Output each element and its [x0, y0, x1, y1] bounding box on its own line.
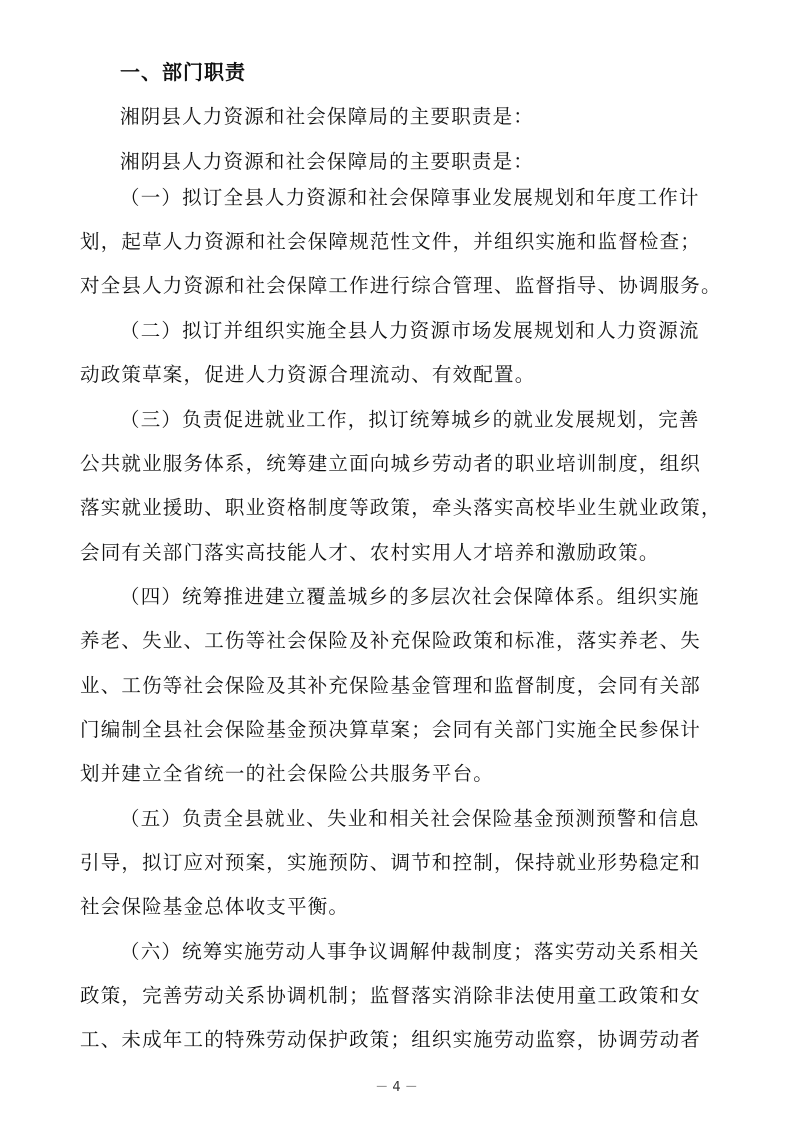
paragraph-line: （六）统筹实施劳动人事争议调解仲裁制度；落实劳动关系相关 [120, 940, 700, 963]
paragraph-line: （三）负责促进就业工作，拟订统筹城乡的就业发展规划，完善 [120, 408, 700, 431]
paragraph-line: （五）负责全县就业、失业和相关社会保险基金预测预警和信息 [120, 807, 700, 830]
paragraph-line: 落实就业援助、职业资格制度等政策，牵头落实高校毕业生就业政策， [80, 496, 722, 519]
paragraph-line: 门编制全县社会保险基金预决算草案；会同有关部门实施全民参保计 [80, 718, 702, 741]
paragraph-line: 划，起草人力资源和社会保障规范性文件，并组织实施和监督检查； [80, 230, 702, 253]
paragraph-line: 养老、失业、工伤等社会保险及补充保险政策和标准，落实养老、失 [80, 629, 702, 652]
paragraph-line: 社会保险基金总体收支平衡。 [80, 895, 350, 918]
paragraph-line: 划并建立全省统一的社会保险公共服务平台。 [80, 762, 495, 785]
paragraph-line: 工、未成年工的特殊劳动保护政策；组织实施劳动监察，协调劳动者 [80, 1028, 702, 1051]
paragraph-line: 湘阴县人力资源和社会保障局的主要职责是： [120, 150, 535, 173]
section-heading: 一、部门职责 [120, 60, 246, 84]
paragraph-line: 湘阴县人力资源和社会保障局的主要职责是： [120, 105, 535, 128]
paragraph-line: 动政策草案，促进人力资源合理流动、有效配置。 [80, 363, 536, 386]
paragraph-line: （四）统筹推进建立覆盖城乡的多层次社会保障体系。组织实施 [120, 585, 700, 608]
paragraph-line: 政策，完善劳动关系协调机制；监督落实消除非法使用童工政策和女 [80, 984, 702, 1007]
page-number: － 4 － [375, 1080, 418, 1095]
paragraph-line: 公共就业服务体系，统筹建立面向城乡劳动者的职业培训制度，组织 [80, 452, 702, 475]
paragraph-line: （一）拟订全县人力资源和社会保障事业发展规划和年度工作计 [120, 186, 700, 209]
paragraph-line: 对全县人力资源和社会保障工作进行综合管理、监督指导、协调服务。 [80, 274, 722, 297]
paragraph-line: 会同有关部门落实高技能人才、农村实用人才培养和激励政策。 [80, 541, 660, 564]
paragraph-line: 业、工伤等社会保险及其补充保险基金管理和监督制度，会同有关部 [80, 674, 702, 697]
paragraph-line: 引导，拟订应对预案，实施预防、调节和控制，保持就业形势稳定和 [80, 851, 702, 874]
paragraph-line: （二）拟订并组织实施全县人力资源市场发展规划和人力资源流 [120, 319, 700, 342]
